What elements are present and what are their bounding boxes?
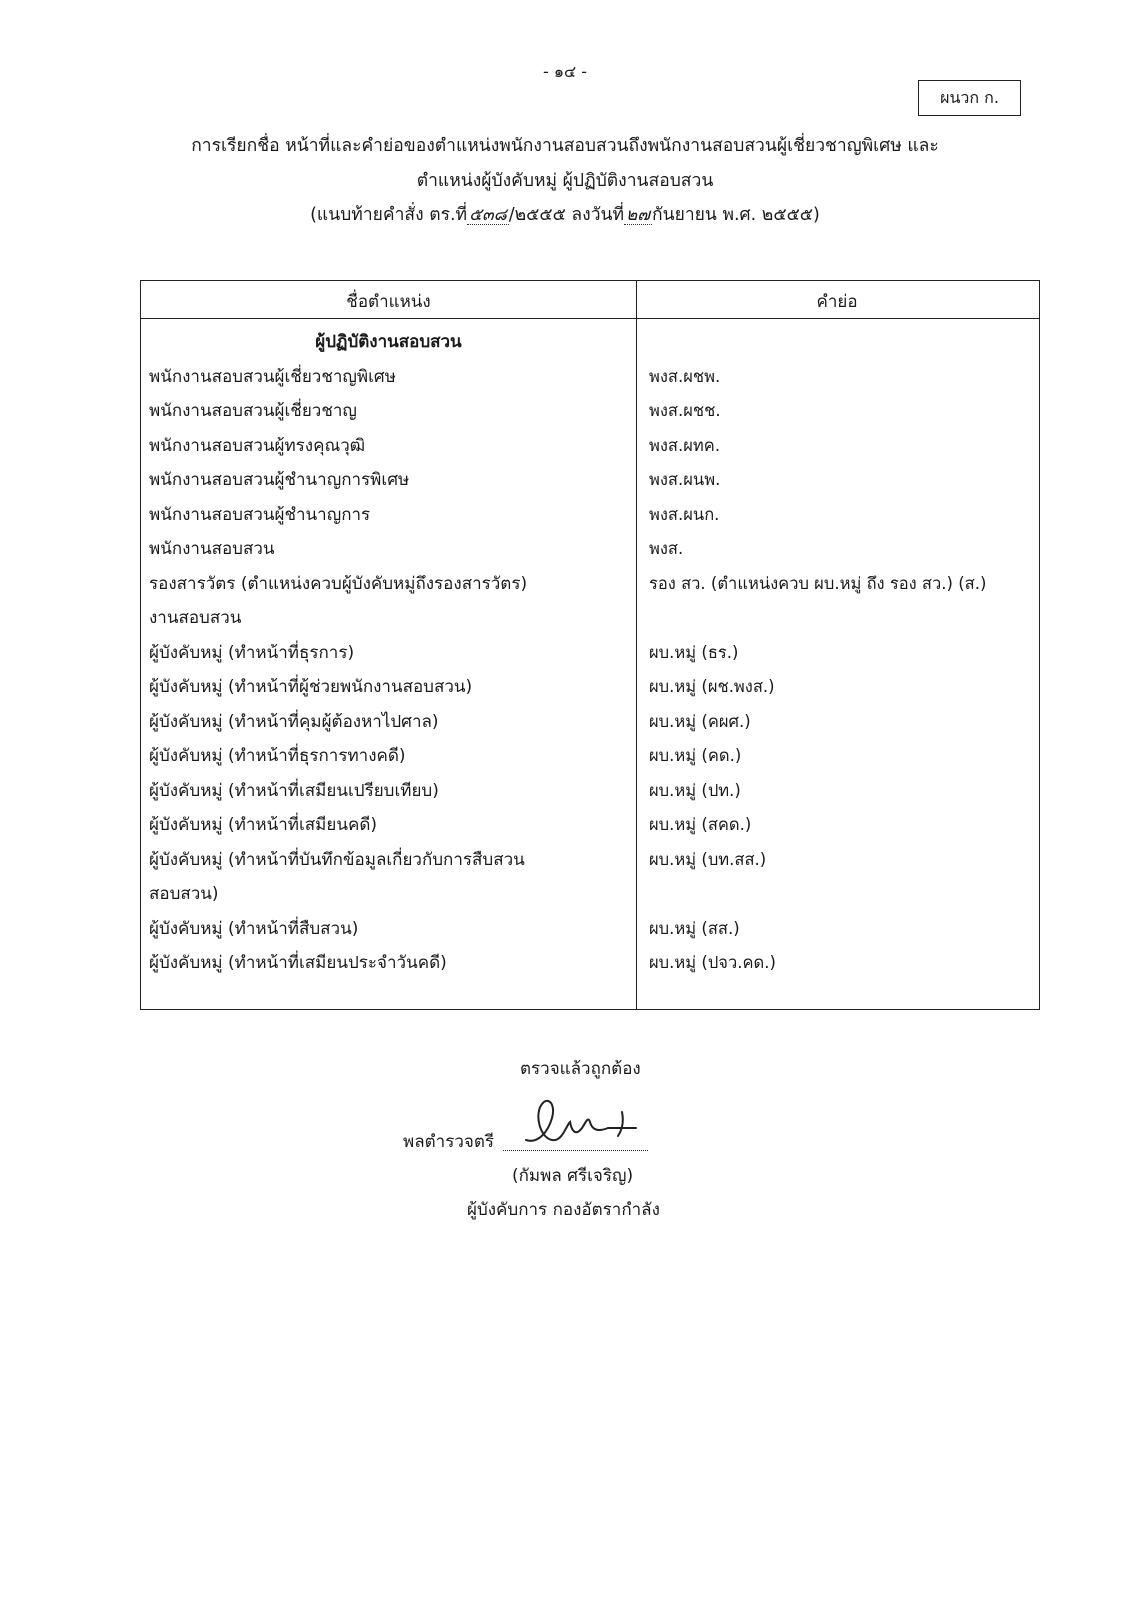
annex-label: ผนวก ก. [918,80,1021,116]
table-row [141,670,1039,705]
position-name: พนักงานสอบสวนผู้ชำนาญการ [149,504,371,525]
document-reference-line [60,200,1070,228]
position-name: ผู้บังคับหมู่ (ทำหน้าที่ธุรการทางคดี) [149,746,406,766]
table-row [141,705,1039,740]
position-abbreviation: ผบ.หมู่ (สส.) [649,918,740,938]
position-name: ผู้บังคับหมู่ (ทำหน้าที่บันทึกข้อมูลเกี่ยวกับการสืบสวน [149,849,525,870]
position-name: งานสอบสวน [149,608,242,628]
position-name: พนักงานสอบสวนผู้เชี่ยวชาญ [149,401,357,421]
position-abbreviation: พงส.ผชช. [649,401,721,420]
order-day-handwritten: ๒๗ [624,201,652,228]
position-name: รองสารวัตร (ตำแหน่งควบผู้บังคับหมู่ถึงรองสารวัตร) [149,573,528,594]
position-abbreviation: พงส.ผนพ. [649,470,721,489]
position-abbreviation: พงส.ผนก. [649,504,720,524]
table-row [141,843,1039,878]
section-heading: ผู้ปฏิบัติงานสอบสวน [315,332,462,352]
position-name: พนักงานสอบสวนผู้เชี่ยวชาญพิเศษ [149,366,396,387]
position-name: ผู้บังคับหมู่ (ทำหน้าที่ผู้ช่วยพนักงานสอบสวน) [149,677,473,697]
table-row [141,636,1039,671]
table-row [141,912,1039,947]
position-abbreviation: ผบ.หมู่ (สคด.) [649,815,752,834]
signer-name: (กัมพล ศรีเจริญ) [512,1166,634,1186]
position-name: ผู้บังคับหมู่ (ทำหน้าที่สืบสวน) [149,918,359,939]
position-name: ผู้บังคับหมู่ (ทำหน้าที่เสมียนคดี) [149,815,378,835]
table-row [141,532,1039,567]
position-abbreviation: พงส. [649,539,684,558]
table-row [141,739,1039,774]
position-abbreviation: ผบ.หมู่ (บท.สส.) [649,849,767,869]
table-row [141,429,1039,464]
table-row [141,808,1039,843]
header-abbreviation: คำย่อ [816,292,858,312]
position-abbreviation: พงส.ผทค. [649,435,721,455]
position-abbreviation: ผบ.หมู่ (ปท.) [649,780,741,800]
position-name: ผู้บังคับหมู่ (ทำหน้าที่คุมผู้ต้องหาไปศาล) [149,711,439,732]
table-header [141,281,1039,319]
reference-year: /๒๕๕๕ ลงวันที่ [508,205,625,225]
reference-month-year: กันยายน พ.ศ. ๒๕๕๕) [652,205,820,225]
reference-prefix: (แนบท้ายคำสั่ง ตร.ที่ [310,205,468,225]
position-abbreviation: ผบ.หมู่ (คผศ.) [649,711,751,731]
table-row [141,498,1039,533]
section-heading-row [141,325,1039,360]
position-name: ผู้บังคับหมู่ (ทำหน้าที่เสมียนเปรียบเทียบ) [149,780,439,801]
table-body [141,325,1039,981]
positions-table [140,280,1040,1010]
position-abbreviation: ผบ.หมู่ (ผช.พงส.) [649,677,775,696]
table-row [141,360,1039,395]
document-title-line-2: ตำแหน่งผู้บังคับหมู่ ผู้ปฏิบัติงานสอบสวน [416,171,714,191]
header-position-name: ชื่อตำแหน่ง [346,292,431,312]
table-row [141,946,1039,981]
table-row [141,877,1039,912]
verification-statement: ตรวจแล้วถูกต้อง [520,1059,641,1079]
position-abbreviation: พงส.ผชพ. [649,366,721,386]
position-name: สอบสวน) [149,884,219,904]
handwritten-signature [518,1092,648,1152]
table-row [141,567,1039,602]
page-number: - ๑๔ - [543,62,587,81]
position-name: ผู้บังคับหมู่ (ทำหน้าที่เสมียนประจำวันคดี) [149,953,447,973]
order-number-handwritten: ๕๓๘ [467,201,509,228]
table-row [141,601,1039,636]
position-abbreviation: ผบ.หมู่ (คด.) [649,746,742,765]
position-name: พนักงานสอบสวนผู้ทรงคุณวุฒิ [149,435,366,456]
signer-position: ผู้บังคับการ กองอัตรากำลัง [467,1200,660,1220]
signer-rank: พลตำรวจตรี [403,1132,495,1152]
position-abbreviation: ผบ.หมู่ (ปจว.คด.) [649,953,776,972]
position-abbreviation: รอง สว. (ตำแหน่งควบ ผบ.หมู่ ถึง รอง สว.) (ส.) [649,573,987,593]
document-title-line-1: การเรียกชื่อ หน้าที่และคำย่อของตำแหน่งพนักงานสอบสวนถึงพนักงานสอบสวนผู้เชี่ยวชาญพิเศษ และ [191,136,939,156]
position-name: พนักงานสอบสวน [149,539,275,559]
position-name: พนักงานสอบสวนผู้ชำนาญการพิเศษ [149,470,410,490]
table-row [141,394,1039,429]
position-name: ผู้บังคับหมู่ (ทำหน้าที่ธุรการ) [149,642,355,663]
table-row [141,774,1039,809]
table-row [141,463,1039,498]
position-abbreviation: ผบ.หมู่ (ธร.) [649,642,739,662]
